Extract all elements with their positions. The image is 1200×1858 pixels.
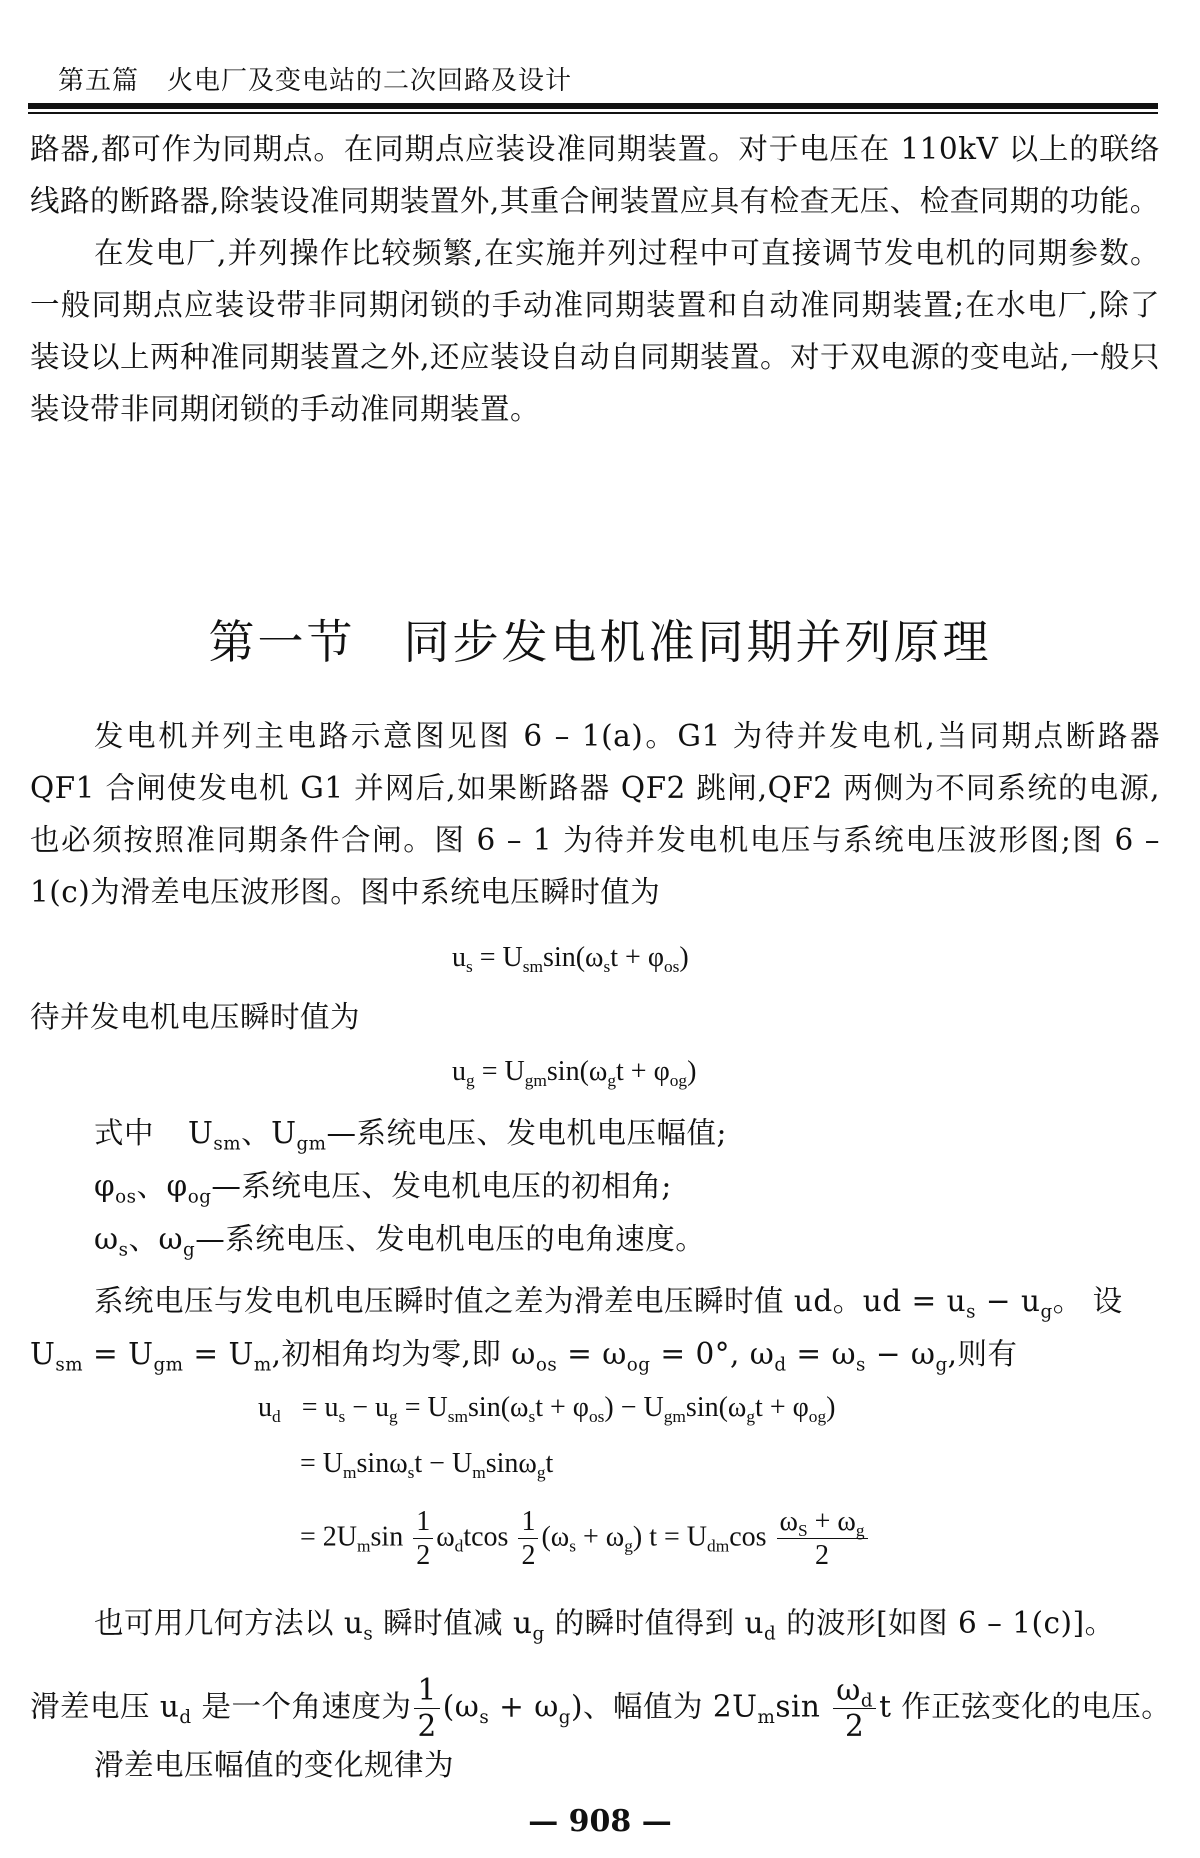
equation-ud-3: = $2U_m\sin$ $\frac{1}{2}$ $\omega_dtcos$ $\frac{1}{2}$ $(\omega_s + \omega_g) t = U_{dm}\cos$ $\frac{\omega_S + \omega_g}{2}$ <box>300 1508 871 1570</box>
paragraph-4: 待并发电机电压瞬时值为 <box>30 1000 361 1034</box>
intro-text <box>30 123 1160 435</box>
paragraph-8: 滑差电压 $u_d$ 是一个角速度为 $\frac{1}{2}$ $(\omega_s + \omega_g)$、幅值为 $2U_m\sin$ $\frac{\omega_d}{2}$ t 作正弦变化的电压。 <box>30 1673 1172 1743</box>
body-text <box>30 710 1160 918</box>
where-1-text: —系统电压、发电机电压幅值; <box>326 1116 727 1150</box>
header-part: 第五篇 <box>58 66 140 96</box>
paragraph-9: 滑差电压幅值的变化规律为 <box>94 1748 455 1782</box>
paragraph-7: 也可用几何方法以 $u_s$ 瞬时值减 $u_g$ 的瞬时值得到 $u_d$ 的波形[如图 6 – 1(c)]。 <box>94 1606 1115 1645</box>
running-header <box>58 60 600 97</box>
section-heading: 同步发电机准同期并列原理 <box>403 615 992 669</box>
equation-us: $u_s = U_{sm}\sin(\omega_st + \varphi_{os})$ <box>452 942 689 977</box>
where-line-1: 式中 $U_{sm}$、$U_{gm}—$系统电压、发电机电压幅值; <box>94 1116 727 1155</box>
where-line-3: $\omega_s$、$\omega_g—$系统电压、发电机电压的电角速度。 <box>94 1222 706 1261</box>
paragraph-2: 在发电厂,并列操作比较频繁,在实施并列过程中可直接调节发电机的同期参数。一般同期点应装设带非同期闭锁的手动准同期装置和自动准同期装置;在水电厂,除了装设以上两种准同期装置之外,还应装设自动自同期装置。对于双电源的变电站,一般只装设带非同期闭锁的手动准同期装置。 <box>30 236 1160 426</box>
equation-ud-1: $u_d = u_s - u_g = U_{sm}\sin(\omega_st + \varphi_{os}) - U_{gm}\sin(\omega_gt + \varphi_{og})$ <box>258 1392 836 1427</box>
section-title <box>0 606 1200 672</box>
header-rule-thick <box>28 103 1158 109</box>
header-title: 火电厂及变电站的二次回路及设计 <box>167 66 573 96</box>
header-rule-thin <box>28 112 1158 114</box>
where-lead: 式中 <box>94 1116 155 1150</box>
where-3-text: —系统电压、发电机电压的电角速度。 <box>195 1222 706 1256</box>
where-line-2: $\varphi_{os}$、$\varphi_{og}—$系统电压、发电机电压的初相角; <box>94 1169 672 1208</box>
paragraph-6: $U_{sm} = U_{gm} = U_m$,初相角均为零,即 $\omega_{os} = \omega_{og} = 0^\circ$, $\omega_d = \omega_s - \omega_g$,则有 <box>30 1337 1018 1376</box>
paragraph-3: 发电机并列主电路示意图见图 6 – 1(a)。G1 为待并发电机,当同期点断路器 QF1 合闸使发电机 G1 并网后,如果断路器 QF2 跳闸,QF2 两侧为不同系统的电源,也必须按照准同期条件合闸。图 6 – 1 为待并发电机电压与系统电压波形图;图 6 – 1(c)为滑差电压波形图。图中系统电压瞬时值为 <box>30 719 1160 909</box>
paragraph-1: 路器,都可作为同期点。在同期点应装设准同期装置。对于电压在 110kV 以上的联络线路的断路器,除装设准同期装置外,其重合闸装置应具有检查无压、检查同期的功能。 <box>30 132 1160 218</box>
section-number: 第一节 <box>208 615 356 669</box>
equation-ud-2: = $U_m\sin\omega_st - U_m\sin\omega_gt$ <box>300 1448 554 1483</box>
equation-ug: $u_g = U_{gm}\sin(\omega_gt + \varphi_{og})$ <box>452 1056 697 1091</box>
paragraph-5: 系统电压与发电机电压瞬时值之差为滑差电压瞬时值 ud。ud = $u_s - u_g$。 设 <box>94 1284 1123 1323</box>
page-number: — 908 — <box>528 1804 672 1839</box>
where-2-text: —系统电压、发电机电压的初相角; <box>211 1169 672 1203</box>
